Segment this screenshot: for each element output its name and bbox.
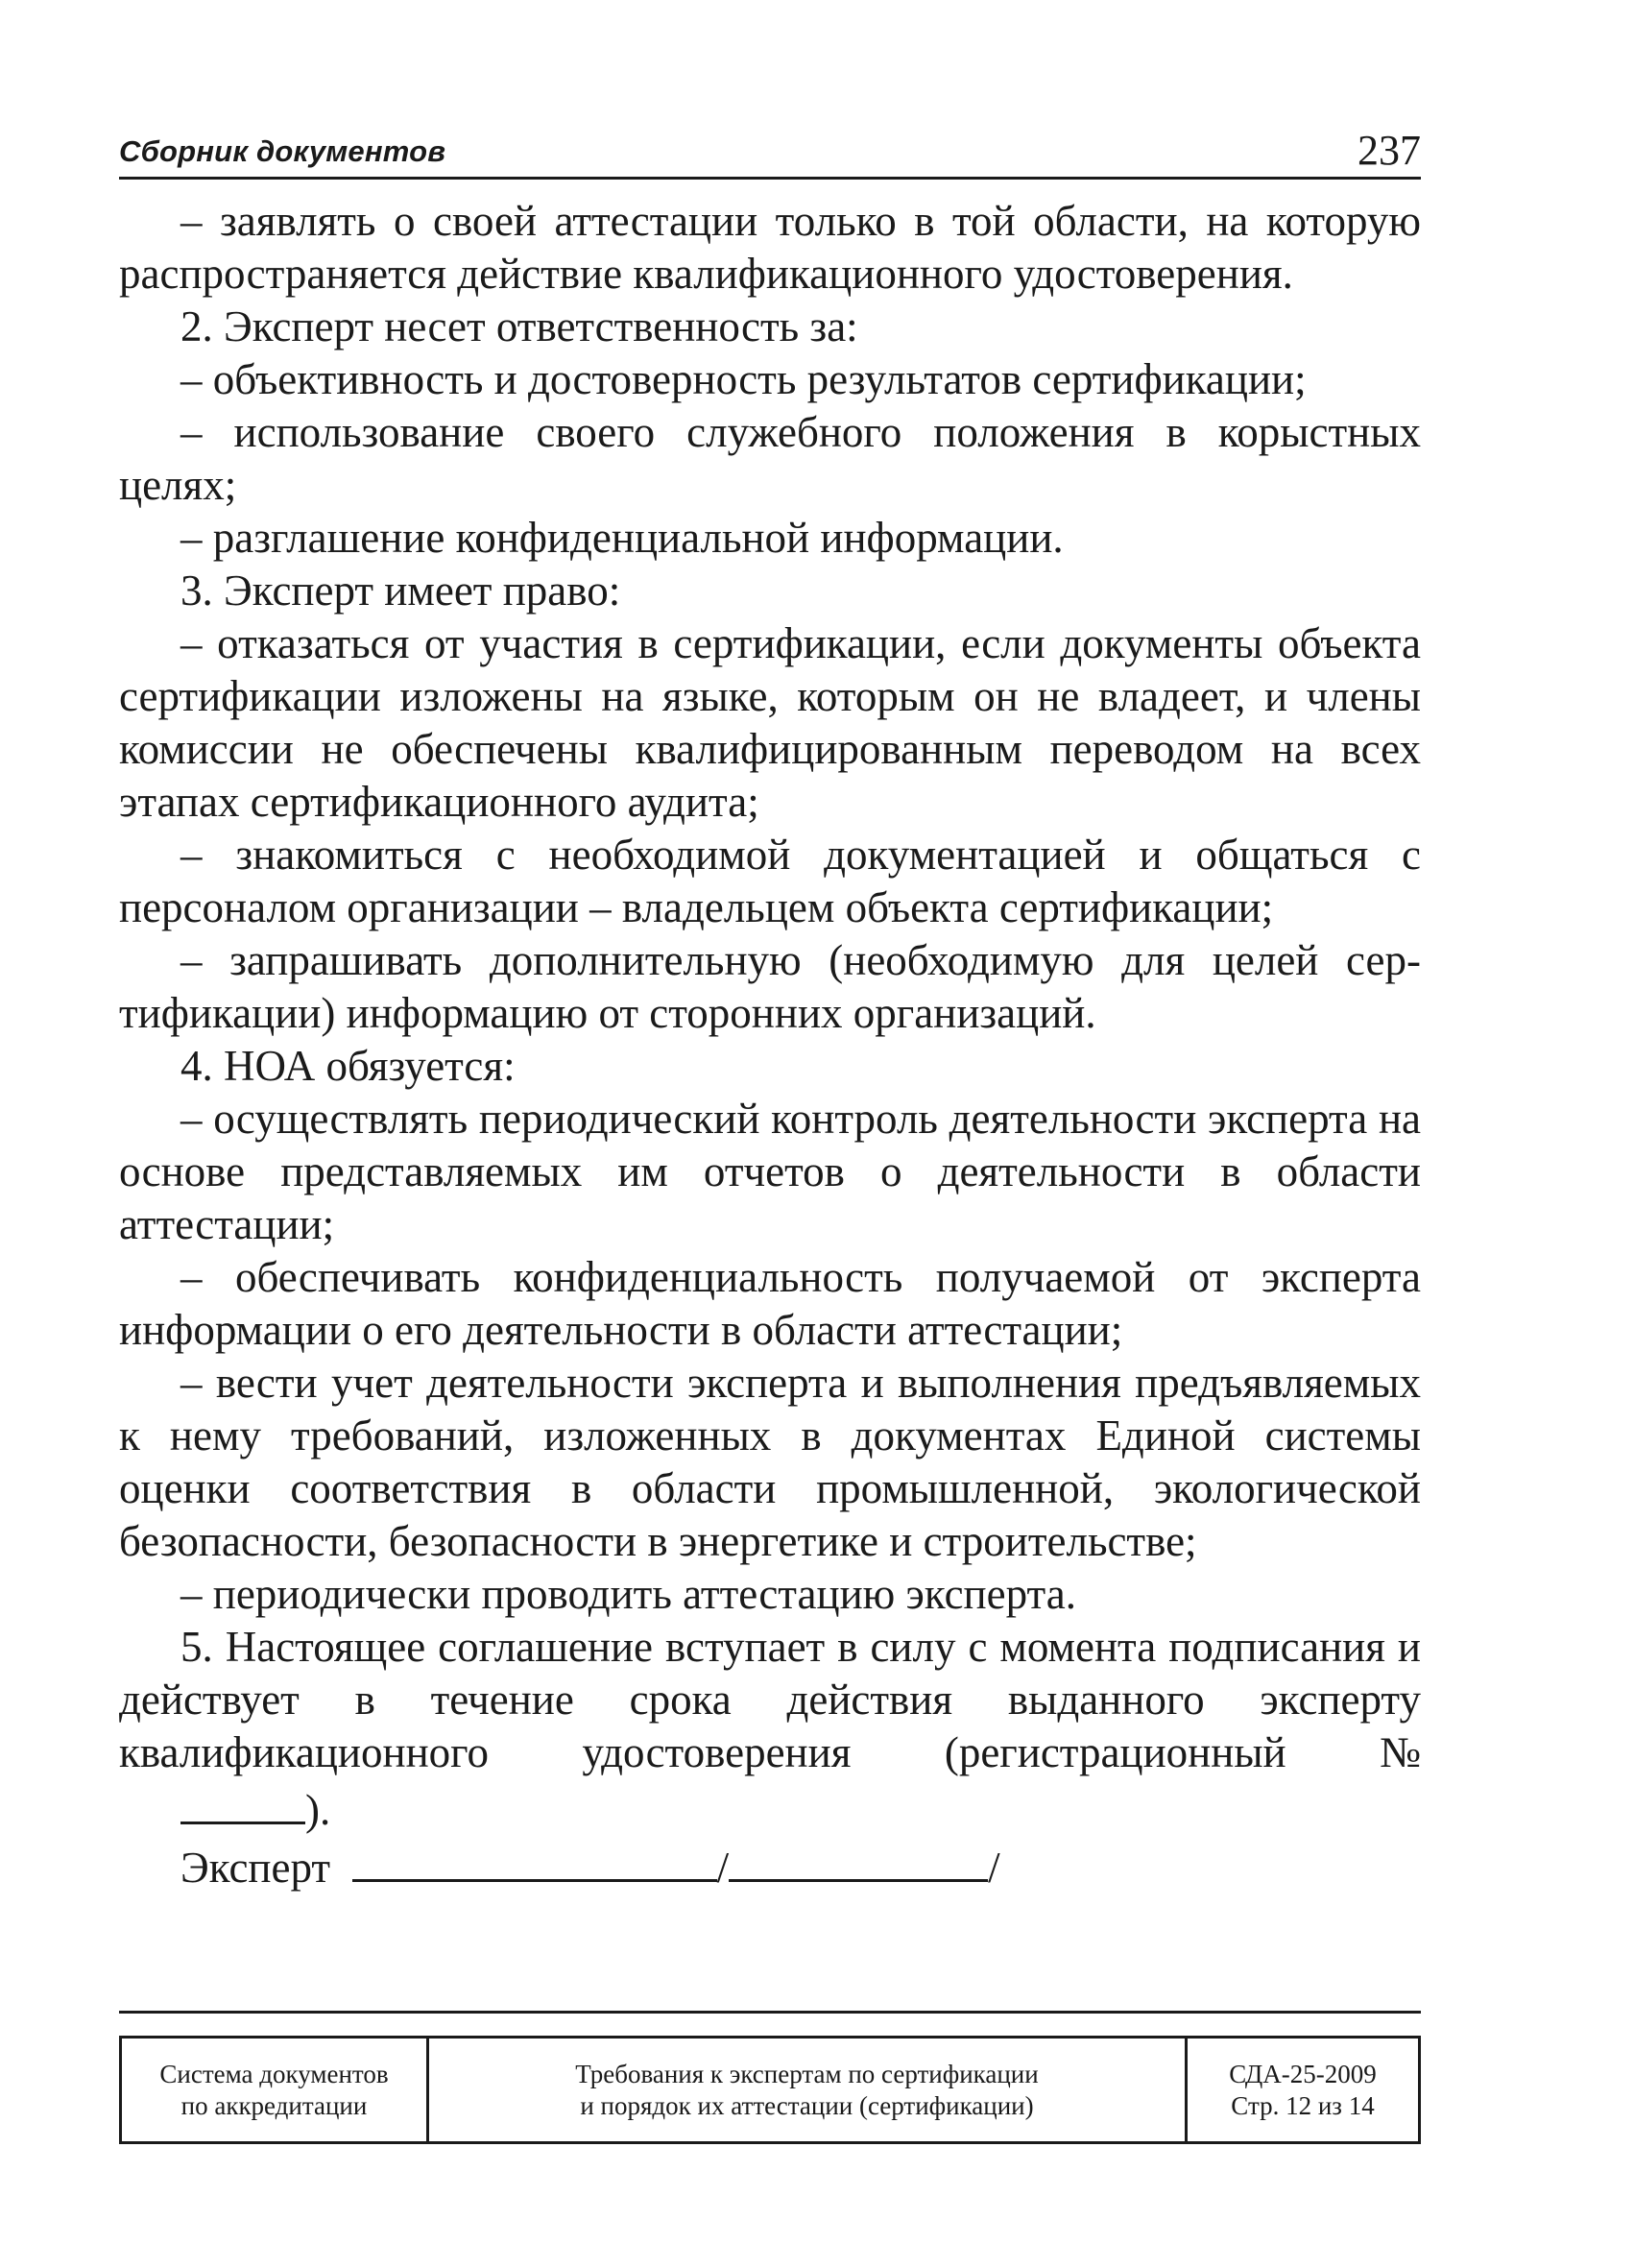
footer-document-code: СДА-25-2009 [1229, 2059, 1377, 2088]
document-footer-table [119, 2036, 1421, 2144]
paragraph: – периодически проводить аттестацию эксперта. [180, 1570, 1076, 1618]
footer-page-info: Стр. 12 из 14 [1231, 2090, 1375, 2120]
footer-system-line: Система документов [159, 2059, 389, 2088]
name-blank [729, 1837, 988, 1882]
section-heading: 4. НОА обязуется: [180, 1042, 516, 1090]
signature-label: Эксперт [180, 1844, 331, 1892]
paragraph: – осуществлять периодический контроль деятельности эксперта на основе представляемых им отчетов о деятельности в области аттестации; [119, 1095, 1421, 1248]
running-header [119, 113, 1421, 180]
paragraph: – запрашивать дополнительную (необходимую для целей сертификации) информацию от сторонних организаций. [119, 936, 1421, 1037]
signature-row [119, 1837, 1421, 1894]
registration-number-row [119, 1779, 1421, 1837]
signature-blank [352, 1837, 717, 1882]
footer-system-line: по аккредитации [180, 2090, 368, 2120]
section-heading: 2. Эксперт несет ответственность за: [180, 302, 858, 350]
paragraph: – вести учет деятельности эксперта и выполнения предъявляемых к нему требований, изложенных в документах Единой системы оценки соответствия в области промышленной, экологической безопасности, безопасности в энергетике и строительстве; [119, 1359, 1421, 1565]
paragraph: 5. Настоящее соглашение вступает в силу с момента подписания и действует в течение срока действия выданного эксперту квалификационного удостоверения (регистрационный № [119, 1623, 1421, 1776]
section-heading: 3. Эксперт имеет право: [180, 567, 621, 615]
paragraph: – разглашение конфиденциальной информации. [180, 514, 1064, 562]
footer-code-cell [1188, 2039, 1418, 2141]
paragraph: – отказаться от участия в сертификации, если документы объекта сертификации изложены на языке, которым он не владеет, и члены комиссии не обеспечены квалифицированным переводом на всех этапах сертификационного аудита; [119, 619, 1421, 826]
footer-system-cell [122, 2039, 429, 2141]
collection-title: Сборник документов [119, 134, 446, 168]
paragraph: – обеспечивать конфиденциальность получаемой от эксперта информации о его деятельности в области аттестации; [119, 1253, 1421, 1354]
footer-title-line: Требования к экспертам по сертификации [575, 2059, 1039, 2088]
body-text [119, 195, 1421, 1894]
closing-parenthesis: ). [305, 1786, 331, 1834]
paragraph: – заявлять о своей аттестации только в той области, на которую распространяется действие квалификационного удостоверения. [119, 197, 1421, 298]
paragraph: – объективность и достоверность результатов сертификации; [180, 355, 1307, 403]
signature-slash: / [988, 1844, 1000, 1892]
footer-title-cell [429, 2039, 1188, 2141]
paragraph: – знакомиться с необходимой документацией и общаться с персоналом организации – владельцем объекта сертификации; [119, 831, 1421, 931]
footer-rule [119, 2011, 1421, 2014]
signature-slash: / [716, 1844, 730, 1892]
footer-title-line: и порядок их аттестации (сертификации) [580, 2090, 1034, 2120]
paragraph: – использование своего служебного положения в корыстных целях; [119, 408, 1421, 509]
registration-number-blank [180, 1779, 305, 1824]
page-number: 237 [1358, 127, 1421, 174]
